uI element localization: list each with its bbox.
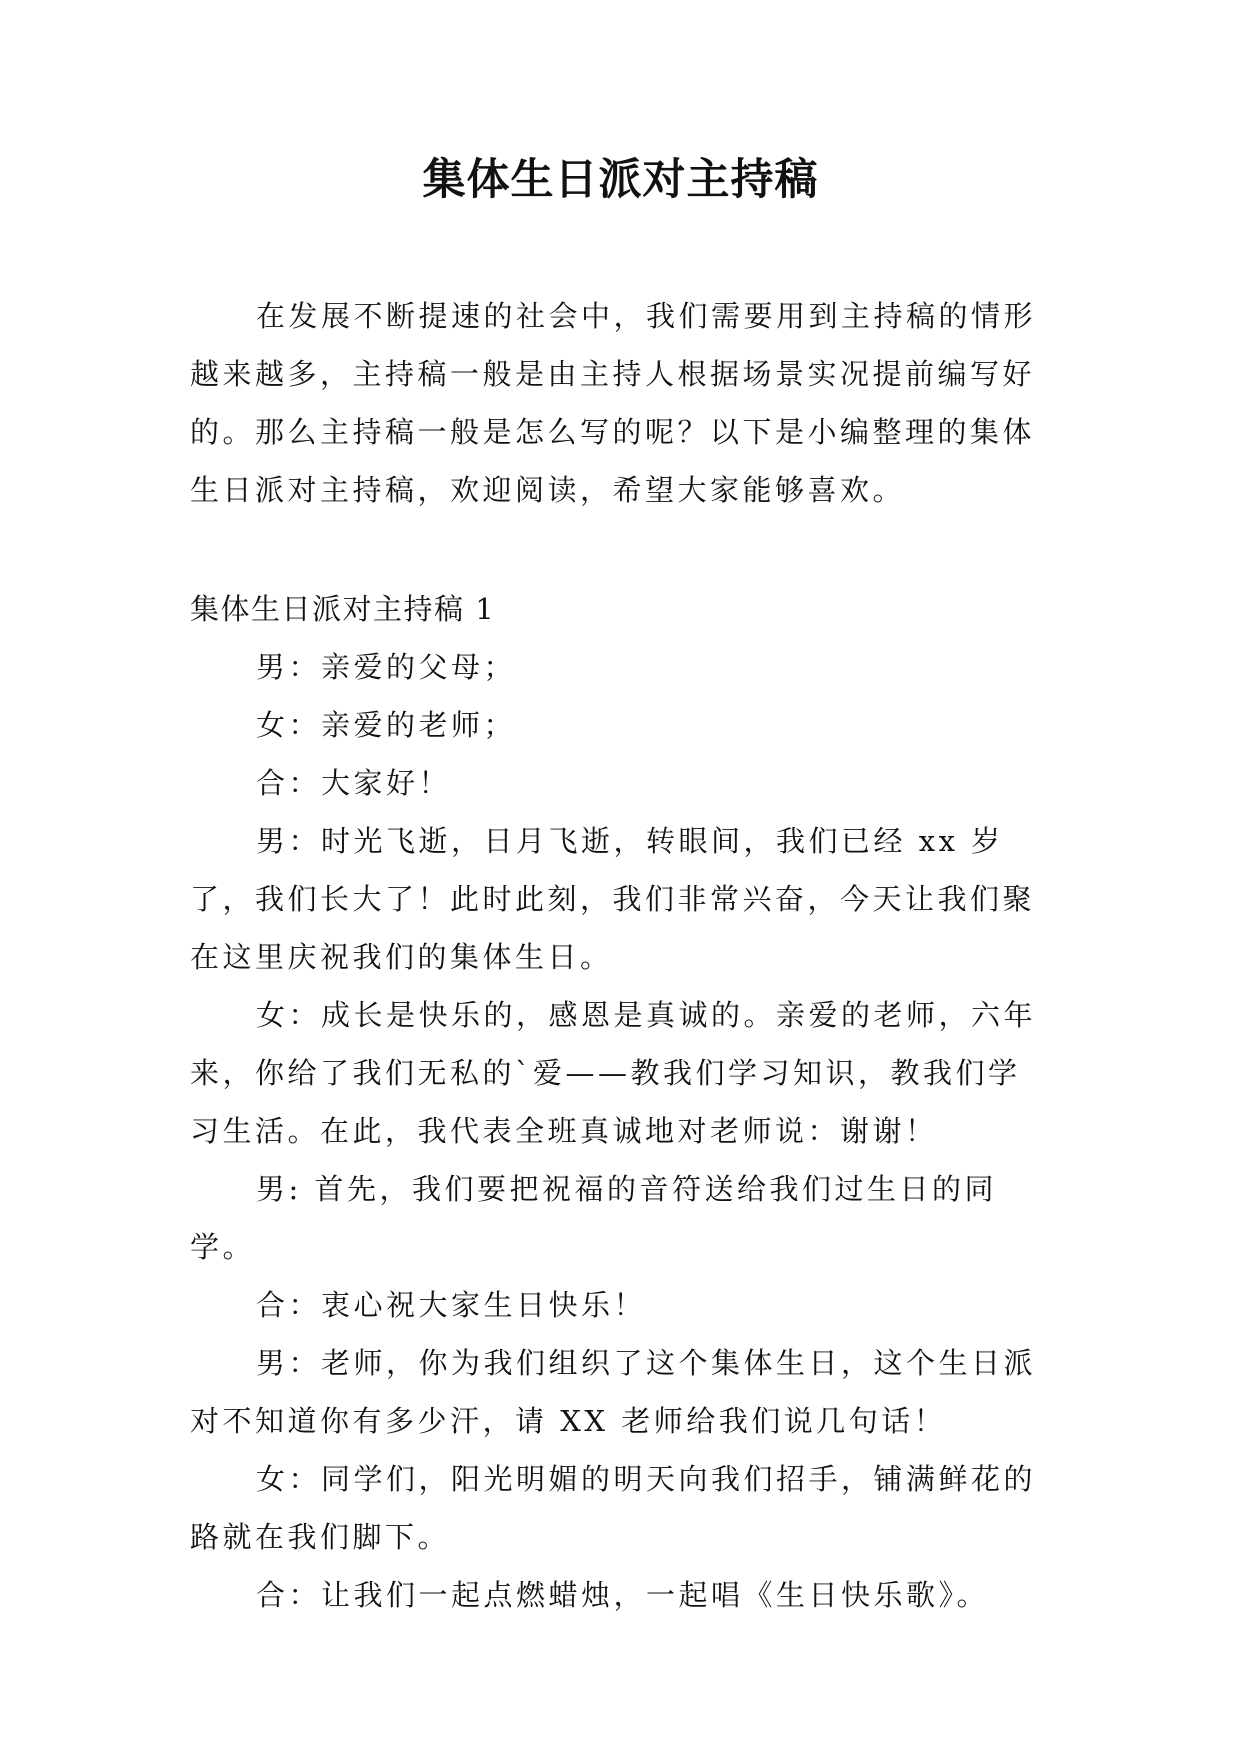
script-block — [190, 580, 1050, 1624]
script-line-4: 男：时光飞逝，日月飞逝，转眼间，我们已经 xx 岁了，我们长大了！此时此刻，我们非常兴奋，今天让我们聚在这里庆祝我们的集体生日。 — [190, 824, 1036, 974]
document-title: 集体生日派对主持稿 — [422, 155, 819, 205]
script-line-7: 合：衷心祝大家生日快乐！ — [256, 1288, 647, 1322]
script-line-2: 女：亲爱的老师； — [256, 708, 517, 742]
script-line-5: 女：成长是快乐的，感恩是真诚的。亲爱的老师，六年来，你给了我们无私的`爱——教我们学习知识，教我们学习生活。在此，我代表全班真诚地对老师说：谢谢！ — [190, 998, 1037, 1148]
intro-paragraph: 在发展不断提速的社会中，我们需要用到主持稿的情形越来越多，主持稿一般是由主持人根据场景实况提前编写好的。那么主持稿一般是怎么写的呢？以下是小编整理的集体生日派对主持稿，欢迎阅读，希望大家能够喜欢。 — [190, 299, 1037, 507]
script-line-10: 合：让我们一起点燃蜡烛，一起唱《生日快乐歌》。 — [256, 1578, 990, 1612]
script-line-8: 男：老师，你为我们组织了这个集体生日，这个生日派对不知道你有多少汗，请 XX 老师给我们说几句话！ — [190, 1346, 1037, 1438]
section-heading: 集体生日派对主持稿 1 — [190, 592, 496, 626]
script-line-9: 女：同学们，阳光明媚的明天向我们招手，铺满鲜花的路就在我们脚下。 — [190, 1462, 1037, 1554]
script-line-3: 合：大家好！ — [256, 766, 452, 800]
script-line-1: 男：亲爱的父母； — [256, 650, 517, 684]
script-line-6: 男: 首先，我们要把祝福的音符送给我们过生日的同学。 — [190, 1172, 997, 1264]
intro-block — [190, 287, 1050, 519]
